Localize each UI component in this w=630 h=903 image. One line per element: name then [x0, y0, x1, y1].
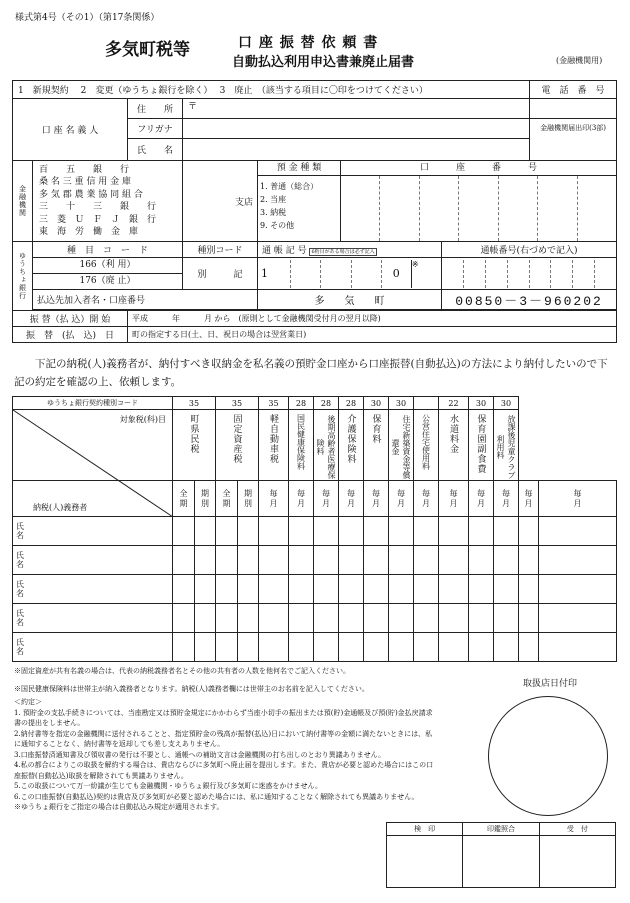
note-2: ※国民健康保険料は世帯主が納入義務者となります。納税(人)義務者欄には世帯主のお名前を記入してください。 [14, 684, 369, 693]
period-label: 毎月 [269, 488, 278, 508]
period-checkbox[interactable] [539, 481, 617, 517]
period-checkbox[interactable] [494, 481, 519, 517]
bank-option[interactable]: 多 気 郡 農 業 協 同 組 合 [39, 189, 143, 200]
payer-tax-cell[interactable] [195, 517, 216, 546]
passbook-symbol-boxes[interactable]: 1 0 ※ [258, 258, 442, 290]
payer-row [13, 517, 617, 546]
account-holder-label: 口 座 名 義 人 [13, 99, 128, 161]
stamp-label: 取扱店日付印 [523, 679, 578, 689]
contract-code-cell: 28 [289, 397, 314, 410]
payer-tax-cell[interactable] [238, 604, 259, 633]
bank-option[interactable]: 東 海 労 働 金 庫 [39, 227, 139, 237]
payer-tax-cell[interactable] [439, 575, 469, 604]
payer-tax-cell[interactable] [173, 575, 195, 604]
payer-tax-cell[interactable] [414, 633, 439, 662]
payer-tax-cell[interactable] [494, 546, 519, 575]
tax-item-header [259, 410, 289, 481]
target-item-label: 対象税(科)目 [119, 415, 166, 424]
tax-item-label: 国民健康保険料 [296, 414, 306, 470]
agreement-2: 2.納付書等を指定の金融機関に送付されることと、指定預貯金の残高が振替(払込)日において納付書等の金額に満たないときには、私に通知することなく、納付書等を返却しても差し支えありません。 [14, 729, 433, 748]
agreement-heading: ＜約定＞ [14, 698, 42, 706]
payer-tax-cell[interactable] [439, 633, 469, 662]
payer-name-label: 氏名 [16, 551, 24, 569]
period-checkbox[interactable] [195, 481, 216, 517]
tax-item-header [494, 410, 519, 481]
payer-tax-cell[interactable] [259, 604, 289, 633]
payer-tax-cell[interactable] [389, 633, 414, 662]
payer-tax-cell[interactable] [339, 604, 364, 633]
agreement-3: 3.口座振替済通知書及び領収書の発行は不要とし、通帳への補助文言は金融機関の打ち出しのとおり異議ありません。 [14, 750, 386, 759]
contract-code-cell: 30 [469, 397, 494, 410]
period-checkbox[interactable] [216, 481, 238, 517]
payer-name-label: 氏名 [16, 638, 24, 656]
betsuki-label: 別 記 [183, 258, 258, 290]
payer-tax-cell[interactable] [289, 633, 314, 662]
payer-tax-cell[interactable] [364, 633, 389, 662]
payer-tax-cell[interactable] [238, 546, 259, 575]
copy-type: (金融機関用) [556, 56, 603, 65]
payer-tax-cell[interactable] [469, 575, 494, 604]
form-number: 様式第4号（その1）（第17条関係） [15, 13, 160, 23]
tax-item-header [469, 410, 494, 481]
payer-tax-cell[interactable] [494, 604, 519, 633]
period-label: 期別 [244, 488, 252, 508]
date-stamp-circle[interactable] [488, 696, 608, 816]
phone-label: 電 話 番 号 [530, 81, 617, 99]
tax-item-header [339, 410, 364, 481]
payer-tax-cell[interactable] [339, 575, 364, 604]
contract-code-cell: 22 [439, 397, 469, 410]
payee-name: 多 気 町 [258, 290, 442, 310]
furigana-label: フリガナ [128, 119, 183, 139]
payer-name-cell[interactable] [13, 633, 173, 662]
payer-tax-cell[interactable] [364, 546, 389, 575]
tax-item-header [439, 410, 469, 481]
payer-tax-cell[interactable] [173, 604, 195, 633]
payer-tax-cell[interactable] [314, 633, 339, 662]
period-label: 毎月 [372, 488, 380, 508]
period-checkbox[interactable] [389, 481, 414, 517]
payer-tax-cell[interactable] [519, 517, 539, 546]
payee-label: 払込先加入者名・口座番号 [33, 290, 258, 310]
payer-tax-cell[interactable] [289, 517, 314, 546]
request-type-options[interactable]: 1 新規契約 2 変更（ゆうちょ銀行を除く） 3 廃止 （該当する項目に〇印をつけてください） [13, 81, 530, 99]
check-box[interactable] [387, 836, 463, 888]
period-label: 全期 [222, 488, 231, 508]
agreement-1: 1. 預貯金の支払手続きについては、当座勘定又は預貯金規定にかかわらず当座小切手の振出または預(貯)金通帳及び預(貯)金払戻請求書の提出をしません。 [14, 708, 433, 727]
payer-name-cell[interactable] [13, 546, 173, 575]
period-label: 毎月 [524, 488, 533, 508]
deposit-block [258, 161, 617, 242]
passbook-number-label: 通帳番号(右づめで記入) [442, 242, 617, 258]
period-checkbox[interactable] [414, 481, 439, 517]
payer-tax-cell[interactable] [238, 575, 259, 604]
tax-item-label: 軽自動車税 [268, 414, 278, 464]
agreement-6: 6.この口座振替(自動払込)契約は貴店及び多気町が必要と認めた場合には、私に通知することなく解除されても異議ありません。 [14, 792, 419, 801]
payer-tax-cell[interactable] [439, 517, 469, 546]
form-subtitle: 自動払込利用申込書兼廃止届書 [232, 55, 415, 70]
tax-item-header [389, 410, 414, 481]
seal-label: 金融機関届出印(3部) [530, 119, 617, 161]
payer-row [13, 633, 617, 662]
tax-item-label: 住宅新築資金等償還金 [391, 415, 411, 479]
yucho-section-label: ゆうちょ銀行 [13, 242, 33, 311]
contract-code-cell: 30 [389, 397, 414, 410]
tax-item-header [364, 410, 389, 481]
passbook-note: 6桁目がある場合は必ず記入 [311, 249, 375, 255]
payer-name-cell[interactable] [13, 575, 173, 604]
payer-tax-cell[interactable] [389, 546, 414, 575]
period-label: 毎月 [449, 488, 458, 508]
bank-option[interactable]: 百 五 銀 行 [39, 164, 130, 175]
payer-name-cell[interactable] [13, 604, 173, 633]
period-checkbox[interactable] [259, 481, 289, 517]
agreement-7: ※ゆうちょ銀行をご指定の場合は自動払込み規定が適用されます。 [14, 803, 224, 811]
payer-tax-cell[interactable] [289, 604, 314, 633]
payer-tax-cell[interactable] [339, 633, 364, 662]
receipt-label: 受 付 [539, 823, 615, 836]
deposit-type-label: 預 金 種 類 [258, 161, 341, 175]
branch-label: 支店 [234, 197, 253, 208]
seal-check-box[interactable] [463, 836, 539, 888]
payer-tax-cell[interactable] [389, 575, 414, 604]
address-field[interactable]: 〒 [183, 99, 530, 119]
contract-code-cell: 28 [339, 397, 364, 410]
payer-name-label: 氏名 [16, 580, 24, 598]
receipt-box[interactable] [539, 836, 615, 888]
payer-tax-cell[interactable] [314, 546, 339, 575]
payer-tax-cell[interactable] [539, 517, 617, 546]
tax-item-label: 町県民税 [188, 414, 199, 454]
contract-code-label: ゆうちょ銀行契約種別コード [13, 397, 173, 410]
payer-tax-cell[interactable] [539, 604, 617, 633]
bank-list[interactable] [33, 161, 183, 242]
payer-tax-cell[interactable] [389, 604, 414, 633]
name-label: 氏 名 [128, 139, 183, 161]
transfer-date-value: 町の指定する日(土、日、祝日の場合は翌営業日) [128, 327, 617, 343]
payer-tax-cell[interactable] [389, 517, 414, 546]
furigana-field[interactable] [183, 119, 530, 139]
account-number-boxes[interactable] [341, 176, 616, 241]
payer-tax-cell[interactable] [195, 633, 216, 662]
period-checkbox[interactable] [469, 481, 494, 517]
tax-item-label: 保育園副食費 [475, 414, 486, 474]
payer-tax-cell[interactable] [469, 633, 494, 662]
payer-name-label: 氏名 [16, 609, 24, 627]
tax-item-header [173, 410, 216, 481]
period-label: 毎月 [322, 488, 330, 508]
payer-tax-cell[interactable] [494, 575, 519, 604]
payer-tax-cell[interactable] [289, 546, 314, 575]
phone-field[interactable] [530, 99, 617, 119]
period-label: 毎月 [477, 488, 485, 508]
payer-tax-cell[interactable] [414, 575, 439, 604]
notes-section [14, 666, 434, 813]
payer-tax-cell[interactable] [314, 517, 339, 546]
contract-code-cell: 30 [494, 397, 519, 410]
payer-tax-cell[interactable] [216, 517, 238, 546]
payer-tax-cell[interactable] [519, 575, 539, 604]
payer-tax-cell[interactable] [289, 575, 314, 604]
period-label: 毎月 [573, 488, 582, 508]
payer-tax-cell[interactable] [216, 546, 238, 575]
contract-code-cell: 35 [259, 397, 289, 410]
tax-item-label: 公営住宅使用料 [421, 414, 431, 470]
agreement-5: 5.この取扱について万一紛議が生じても金融機関・ゆうちょ銀行及び多気町に迷惑をかけません。 [14, 782, 322, 790]
request-statement: 下記の納税(人)義務者が、納付すべき収納金を私名義の預貯金口座から口座振替(自動払込)の方法により納付したいので下記の約定を確認の上、依頼します。 [14, 358, 608, 388]
payer-tax-cell[interactable] [216, 633, 238, 662]
period-checkbox[interactable] [289, 481, 314, 517]
payer-tax-cell[interactable] [439, 546, 469, 575]
payer-name-label: 氏名 [16, 522, 24, 540]
payer-tax-cell[interactable] [259, 546, 289, 575]
payer-tax-cell[interactable] [195, 575, 216, 604]
town-title: 多気町税等 [105, 40, 190, 60]
form-title: 口 座 振 替 依 頼 書 [238, 35, 379, 51]
period-label: 毎月 [397, 488, 405, 508]
payer-tax-cell[interactable] [339, 517, 364, 546]
tax-item-label: 保育料 [370, 414, 381, 444]
period-checkbox[interactable] [339, 481, 364, 517]
payer-tax-cell[interactable] [259, 633, 289, 662]
payee-account-number: 00850－3－960202 [442, 290, 617, 310]
tax-item-header [289, 410, 314, 481]
bank-option[interactable]: 桑 名 三 重 信 用 金 庫 [39, 177, 132, 187]
passbook-number-boxes[interactable] [442, 258, 617, 290]
payer-label: 納税(人)義務者 [33, 503, 88, 512]
tax-item-table [12, 396, 617, 662]
address-label: 住 所 [128, 99, 183, 119]
payer-tax-cell[interactable] [519, 604, 539, 633]
diagonal-header [13, 410, 173, 512]
payer-tax-cell[interactable] [364, 604, 389, 633]
contract-code-cell: 30 [364, 397, 389, 410]
tax-item-label: 固定資産税 [231, 414, 242, 464]
transfer-date-label: 振 替 (払 込) 日 [13, 327, 128, 343]
payer-tax-cell[interactable] [216, 604, 238, 633]
payer-tax-cell[interactable] [439, 604, 469, 633]
period-checkbox[interactable] [173, 481, 195, 517]
application-table [12, 80, 617, 343]
kind-code-options[interactable]: 166（利 用） 176（廃 止） [33, 258, 183, 290]
period-label: 毎月 [422, 488, 430, 508]
period-label: 期別 [201, 488, 209, 508]
agreement-4: 4.私の都合によりこの取扱を解約する場合は、貴店ならびに多気町へ廃止届を提出します。また、貴店が必要と認めた場合にはこの口座振替(自動払込)取扱を解除されても異議ありません。 [14, 761, 434, 780]
payer-tax-cell[interactable] [238, 633, 259, 662]
period-checkbox[interactable] [364, 481, 389, 517]
payer-tax-cell[interactable] [539, 546, 617, 575]
payer-row [13, 575, 617, 604]
tax-item-header [216, 410, 259, 481]
tax-item-label: 介護保険料 [345, 414, 356, 464]
transfer-start-field[interactable]: 平成 年 月 から (原則として金融機関受付月の翌月以降) [128, 311, 617, 327]
contract-code-cell: 35 [173, 397, 216, 410]
payer-tax-cell[interactable] [173, 517, 195, 546]
payer-tax-cell[interactable] [494, 517, 519, 546]
period-checkbox[interactable] [238, 481, 259, 517]
kind-code2-label: 種別コード [183, 242, 258, 258]
bank-check-table [386, 822, 616, 888]
bank-section-label: 金融機関 [13, 161, 33, 242]
tax-item-label: 後期高齢者医療保険料 [316, 415, 336, 479]
payer-tax-cell[interactable] [414, 546, 439, 575]
contract-code-cell: 35 [216, 397, 259, 410]
account-number-label: 口 座 番 号 [420, 163, 538, 173]
payer-tax-cell[interactable] [469, 517, 494, 546]
payer-tax-cell[interactable] [259, 575, 289, 604]
branch-field[interactable] [183, 161, 258, 242]
bank-option[interactable]: 三 菱 Ｕ Ｆ Ｊ 銀 行 [39, 214, 157, 225]
payer-tax-cell[interactable] [238, 517, 259, 546]
payer-tax-cell[interactable] [314, 575, 339, 604]
period-checkbox[interactable] [439, 481, 469, 517]
check-label: 検 印 [387, 823, 463, 836]
kind-code-label: 種 目 コ ー ド [33, 242, 183, 258]
period-label: 毎月 [297, 488, 305, 508]
period-checkbox[interactable] [314, 481, 339, 517]
tax-item-label: 放課後児童クラブ利用料 [496, 415, 516, 479]
payer-tax-cell[interactable] [539, 575, 617, 604]
payer-tax-cell[interactable] [519, 633, 539, 662]
payer-tax-cell[interactable] [195, 546, 216, 575]
period-label: 毎月 [502, 488, 510, 508]
diagonal-line [13, 410, 173, 517]
payer-tax-cell[interactable] [414, 517, 439, 546]
period-label: 毎月 [347, 488, 355, 508]
payer-tax-cell[interactable] [364, 517, 389, 546]
payer-tax-cell[interactable] [519, 546, 539, 575]
payer-tax-cell[interactable] [539, 633, 617, 662]
payer-tax-cell[interactable] [173, 546, 195, 575]
payer-tax-cell[interactable] [494, 633, 519, 662]
name-field[interactable] [183, 139, 530, 161]
tax-item-header [314, 410, 339, 481]
bank-option[interactable]: 三 十 三 銀 行 [39, 202, 157, 212]
passbook-symbol-header: 通 帳 記 号 6桁目がある場合は必ず記入 [258, 242, 442, 258]
payer-tax-cell[interactable] [195, 604, 216, 633]
period-checkbox[interactable] [519, 481, 539, 517]
payer-tax-cell[interactable] [469, 604, 494, 633]
deposit-type-options[interactable]: 1. 普通（総合） 2. 当座 3. 納税 9. その他 [258, 176, 341, 241]
payer-tax-cell[interactable] [364, 575, 389, 604]
contract-code-cell [414, 397, 439, 410]
transfer-start-label: 振 替（払 込）開 始 [13, 311, 128, 327]
payer-name-cell[interactable] [13, 517, 173, 546]
tax-item-label: 水道料金 [448, 414, 458, 454]
payer-tax-cell[interactable] [469, 546, 494, 575]
payer-tax-cell[interactable] [259, 517, 289, 546]
seal-check-label: 印鑑照合 [463, 823, 539, 836]
tax-item-header [414, 410, 439, 481]
payer-tax-cell[interactable] [314, 604, 339, 633]
payer-row [13, 546, 617, 575]
contract-code-cell: 28 [314, 397, 339, 410]
payer-tax-cell[interactable] [414, 604, 439, 633]
payer-tax-cell[interactable] [173, 633, 195, 662]
payer-tax-cell[interactable] [339, 546, 364, 575]
payer-tax-cell[interactable] [216, 575, 238, 604]
payer-row [13, 604, 617, 633]
period-label: 全期 [179, 488, 188, 508]
note-1: ※固定資産が共有名義の場合は、代表の納税義務者名とその他の共有者の人数を他何名でご記入ください。 [14, 667, 350, 675]
